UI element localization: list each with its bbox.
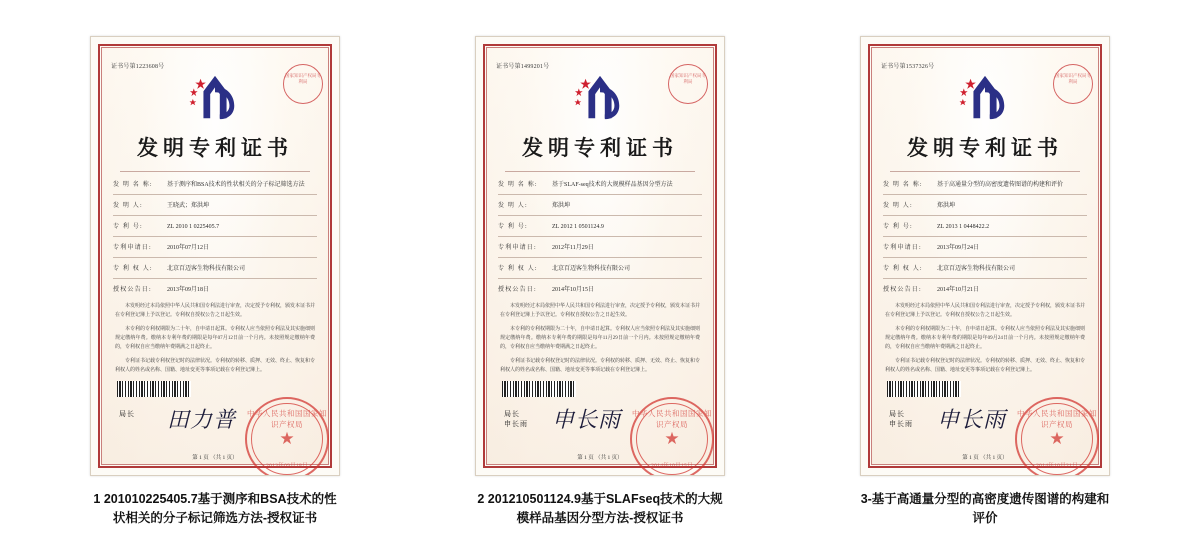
body-paragraph: 本发明经过本局依照中华人民共和国专利法进行审查，决定授予专利权，颁发本证书并在专利登记簿上予以登记。专利权自授权公告之日起生效。 <box>500 304 701 318</box>
field-patent-no <box>113 223 317 232</box>
certificate-body <box>490 302 710 375</box>
seal-star-icon: ★ <box>1049 429 1065 448</box>
body-paragraph: 专利证书记载专利权登记时的法律状况。专利权的转移、质押、无效、终止、恢复和专利权人的姓名或名称、国籍、地址变更等事项记载在专利登记簿上。 <box>500 359 701 373</box>
certificate-body <box>875 302 1095 375</box>
field-value: 2013年09月24日 <box>937 245 980 251</box>
field-value: ZL 2013 1 0448422.2 <box>937 224 990 230</box>
field-owner <box>113 265 317 274</box>
certificate-title: 发明专利证书 <box>137 136 293 160</box>
patent-logo-icon <box>571 72 629 124</box>
official-round-seal <box>1015 397 1099 476</box>
certificate-sheet-3[interactable] <box>860 36 1110 476</box>
body-paragraph: 本专利的专利权期限为二十年，自申请日起算。专利权人应当依照专利法及其实施细则规定缴纳年费。缴纳本专利年费的期限是每年11月29日前一个月内。未按照规定缴纳年费的，专利权自应当缴纳年费期满之日起终止。 <box>500 327 701 350</box>
field-label: 授权公告日: <box>498 287 537 293</box>
emblem-area <box>490 72 710 128</box>
seal-date: 2013年09月18日 <box>266 463 308 469</box>
field-label: 专 利 权 人: <box>498 266 538 272</box>
official-round-seal <box>245 397 329 476</box>
seal-star-icon: ★ <box>664 429 680 448</box>
field-divider <box>498 278 702 279</box>
body-paragraph: 本专利的专利权期限为二十年，自申请日起算。专利权人应当依照专利法及其实施细则规定缴纳年费。缴纳本专利年费的期限是每年07月12日前一个月内。未按照规定缴纳年费的，专利权自应当缴纳年费期满之日起终止。 <box>115 327 316 350</box>
director-label <box>504 409 528 429</box>
patent-logo-icon <box>956 72 1014 124</box>
field-divider <box>883 236 1087 237</box>
body-paragraph: 专利证书记载专利权登记时的法律状况。专利权的转移、质押、无效、终止、恢复和专利权人的姓名或名称、国籍、地址变更等事项记载在专利登记簿上。 <box>115 359 316 373</box>
field-value: 北京百迈客生物科技有限公司 <box>552 266 631 272</box>
page-footer: 第 1 页 （共 1 页） <box>192 455 238 461</box>
field-value: 2013年09月18日 <box>167 287 210 293</box>
field-apply-date <box>498 244 702 253</box>
field-divider <box>113 194 317 195</box>
certificate-item-3 <box>850 36 1120 528</box>
title-divider <box>890 171 1079 172</box>
seal-date: 2014年10月15日 <box>651 463 693 469</box>
body-paragraph: 本发明经过本局依照中华人民共和国专利法进行审查，决定授予专利权，颁发本证书并在专利登记簿上予以登记。专利权自授权公告之日起生效。 <box>885 304 1086 318</box>
field-label: 专 利 权 人: <box>883 266 923 272</box>
certificate-title: 发明专利证书 <box>522 136 678 160</box>
field-divider <box>883 257 1087 258</box>
field-divider <box>113 278 317 279</box>
certificate-sheet-1[interactable] <box>90 36 340 476</box>
field-label: 专 利 权 人: <box>113 266 153 272</box>
field-divider <box>113 215 317 216</box>
field-invention-name <box>113 181 317 190</box>
field-grant-date <box>883 286 1087 295</box>
field-label: 发 明 名 称: <box>883 182 923 188</box>
field-value: 王晓武；郑洪坤 <box>167 203 210 209</box>
seal-star-icon: ★ <box>279 429 295 448</box>
field-owner <box>498 265 702 274</box>
field-value: 2014年10月21日 <box>937 287 980 293</box>
top-round-seal: 国家知识产权局专利局 <box>283 64 323 104</box>
field-label: 专 利 号: <box>498 224 528 230</box>
director-label: 局长 <box>119 410 135 418</box>
field-value: 2012年11月29日 <box>552 245 594 251</box>
director-label <box>889 409 913 429</box>
director-label-text: 局长 <box>504 410 520 418</box>
field-patent-no <box>883 223 1087 232</box>
field-label: 发 明 人: <box>883 203 913 209</box>
certificate-fields <box>875 181 1095 295</box>
field-invention-name <box>883 181 1087 190</box>
field-label: 授权公告日: <box>883 287 922 293</box>
field-label: 发 明 人: <box>498 203 528 209</box>
body-paragraph: 本发明经过本局依照中华人民共和国专利法进行审查，决定授予专利权，颁发本证书并在专利登记簿上予以登记。专利权自授权公告之日起生效。 <box>115 304 316 318</box>
certificate-fields <box>490 181 710 295</box>
barcode-icon <box>887 381 961 397</box>
field-label: 发 明 名 称: <box>113 182 153 188</box>
certificate-item-2 <box>465 36 735 528</box>
seal-arc-text: 中华人民共和国国家知识产权局 <box>247 409 327 429</box>
seal-arc-text: 中华人民共和国国家知识产权局 <box>1017 409 1097 429</box>
certificate-number: 证书号第1223608号 <box>111 64 165 70</box>
field-value: 2010年07月12日 <box>167 245 210 251</box>
field-owner <box>883 265 1087 274</box>
field-label: 发 明 名 称: <box>498 182 538 188</box>
certificate-fields <box>105 181 325 295</box>
official-round-seal <box>630 397 714 476</box>
director-signature: 申长雨 <box>937 407 1007 432</box>
field-patent-no <box>498 223 702 232</box>
field-divider <box>883 215 1087 216</box>
barcode-icon <box>117 381 191 397</box>
certificate-caption-1: 1 201010225405.7基于测序和BSA技术的性状相关的分子标记筛选方法-授权证书 <box>93 492 337 525</box>
body-paragraph: 专利证书记载专利权登记时的法律状况。专利权的转移、质押、无效、终止、恢复和专利权人的姓名或名称、国籍、地址变更等事项记载在专利登记簿上。 <box>885 359 1086 373</box>
field-divider <box>498 257 702 258</box>
emblem-area <box>105 72 325 128</box>
field-divider <box>498 236 702 237</box>
field-value: 基于高通量分型的高密度遗传图谱的构建和评价 <box>937 182 1064 188</box>
field-divider <box>498 215 702 216</box>
field-label: 专 利 号: <box>113 224 143 230</box>
certificate-number: 证书号第1499201号 <box>496 64 550 70</box>
page-footer: 第 1 页 （共 1 页） <box>962 455 1008 461</box>
field-value: 北京百迈客生物科技有限公司 <box>167 266 246 272</box>
field-label: 专 利 号: <box>883 224 913 230</box>
field-value: 郑洪坤 <box>937 203 956 209</box>
emblem-area <box>875 72 1095 128</box>
field-grant-date <box>498 286 702 295</box>
certificate-caption-3: 3-基于高通量分型的高密度遗传图谱的构建和评价 <box>860 492 1110 525</box>
director-signature: 申长雨 <box>552 407 622 432</box>
title-divider <box>120 171 309 172</box>
seal-arc-text: 中华人民共和国国家知识产权局 <box>632 409 712 429</box>
field-inventor <box>113 202 317 211</box>
page-footer: 第 1 页 （共 1 页） <box>577 455 623 461</box>
top-round-seal: 国家知识产权局专利局 <box>668 64 708 104</box>
field-apply-date <box>883 244 1087 253</box>
director-signature: 田力普 <box>167 407 237 432</box>
certificate-title: 发明专利证书 <box>907 136 1063 160</box>
field-value: 基于SLAF-seq技术的大规模样品基因分型方法 <box>552 182 673 188</box>
field-value: ZL 2012 1 0501124.9 <box>552 224 604 230</box>
director-name-text: 申长雨 <box>889 420 913 428</box>
field-label: 专利申请日: <box>498 245 537 251</box>
field-grant-date <box>113 286 317 295</box>
patent-logo-icon <box>186 72 244 124</box>
field-invention-name <box>498 181 702 190</box>
certificate-number: 证书号第1537326号 <box>881 64 935 70</box>
field-divider <box>883 278 1087 279</box>
field-apply-date <box>113 244 317 253</box>
title-divider <box>505 171 694 172</box>
top-round-seal: 国家知识产权局专利局 <box>1053 64 1093 104</box>
field-inventor <box>883 202 1087 211</box>
field-label: 专利申请日: <box>113 245 152 251</box>
field-value: 北京百迈客生物科技有限公司 <box>937 266 1016 272</box>
field-value: 郑洪坤 <box>552 203 571 209</box>
field-value: 基于测序和BSA技术的性状相关的分子标记筛选方法 <box>167 182 305 188</box>
seal-date: 2014年10月21日 <box>1036 463 1078 469</box>
director-name-text: 申长雨 <box>504 420 528 428</box>
certificate-item-1 <box>80 36 350 528</box>
field-value: 2014年10月15日 <box>552 287 595 293</box>
director-label-text: 局长 <box>889 410 905 418</box>
field-label: 发 明 人: <box>113 203 143 209</box>
certificate-body <box>105 302 325 375</box>
certificate-caption-2: 2 201210501124.9基于SLAFseq技术的大规模样品基因分型方法-授权证书 <box>477 492 723 525</box>
barcode-icon <box>502 381 576 397</box>
body-paragraph: 本专利的专利权期限为二十年，自申请日起算。专利权人应当依照专利法及其实施细则规定缴纳年费。缴纳本专利年费的期限是每年09月24日前一个月内。未按照规定缴纳年费的，专利权自应当缴纳年费期满之日起终止。 <box>885 327 1086 350</box>
field-divider <box>113 236 317 237</box>
field-label: 授权公告日: <box>113 287 152 293</box>
field-divider <box>113 257 317 258</box>
certificate-sheet-2[interactable] <box>475 36 725 476</box>
field-inventor <box>498 202 702 211</box>
field-value: ZL 2010 1 0225405.7 <box>167 224 220 230</box>
field-label: 专利申请日: <box>883 245 922 251</box>
field-divider <box>883 194 1087 195</box>
field-divider <box>498 194 702 195</box>
